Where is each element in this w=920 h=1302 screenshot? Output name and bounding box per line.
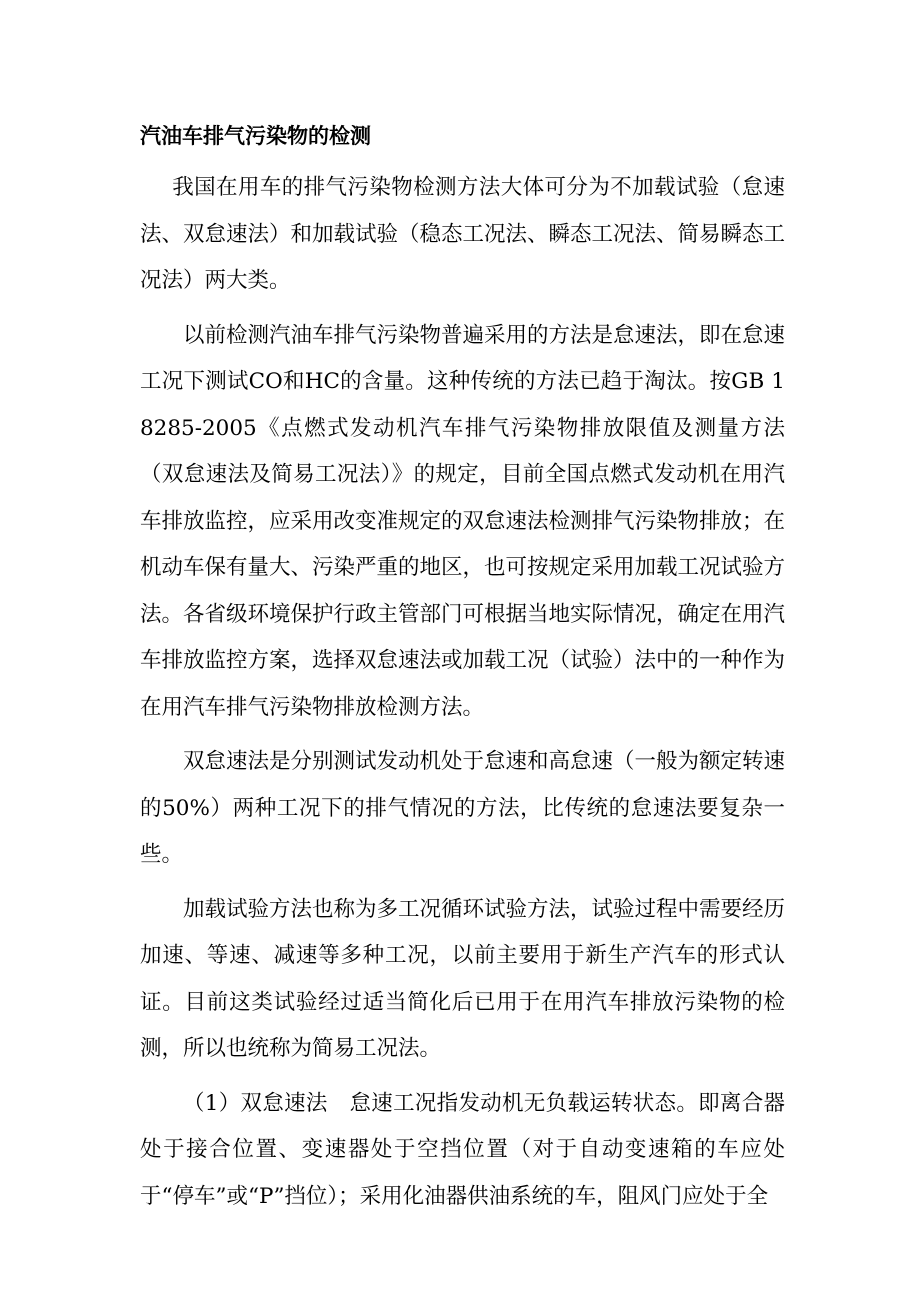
document-title: 汽油车排气污染物的检测 xyxy=(140,123,371,148)
paragraph-loaded-test-method: 加载试验方法也称为多工况循环试验方法，试验过程中需要经历加速、等速、减速等多种工况，以前主要用于新生产汽车的形式认证。目前这类试验经过适当简化后已用于在用汽车排放污染物的检测，所以也统称为简易工况法。 xyxy=(140,896,786,1061)
paragraph-double-idle-method: 双怠速法是分别测试发动机处于怠速和高怠速（一般为额定转速的50%）两种工况下的排气情况的方法，比传统的怠速法要复杂一些。 xyxy=(140,749,786,867)
paragraph-double-idle-definition: （1）双怠速法 怠速工况指发动机无负载运转状态。即离合器处于接合位置、变速器处于空挡位置（对于自动变速箱的车应处于“停车”或“P”挡位）；采用化油器供油系统的车，阻风门应处于全 xyxy=(140,1090,785,1209)
paragraph-overview: 我国在用车的排气污染物检测方法大体可分为不加载试验（怠速法、双怠速法）和加载试验（稳态工况法、瞬态工况法、简易瞬态工况法）两大类。 xyxy=(140,175,786,293)
document-body xyxy=(140,118,785,1220)
paragraph-idle-method-history: 以前检测汽油车排气污染物普遍采用的方法是怠速法，即在怠速工况下测试CO和HC的含量。这种传统的方法已趋于淘汰。按GB 18285-2005《点燃式发动机汽车排气污染物排放限值及测量方法（双怠速法及简易工况法）》的规定，目前全国点燃式发动机在用汽车排放监控，应采用改变准规定的双怠速法检测排气污染物排放；在机动车保有量大、污染严重的地区，也可按规定采用加载工况试验方法。各省级环境保护行政主管部门可根据当地实际情况，确定在用汽车排放监控方案，选择双怠速法或加载工况（试验）法中的一种作为在用汽车排气污染物排放检测方法。 xyxy=(140,322,786,720)
